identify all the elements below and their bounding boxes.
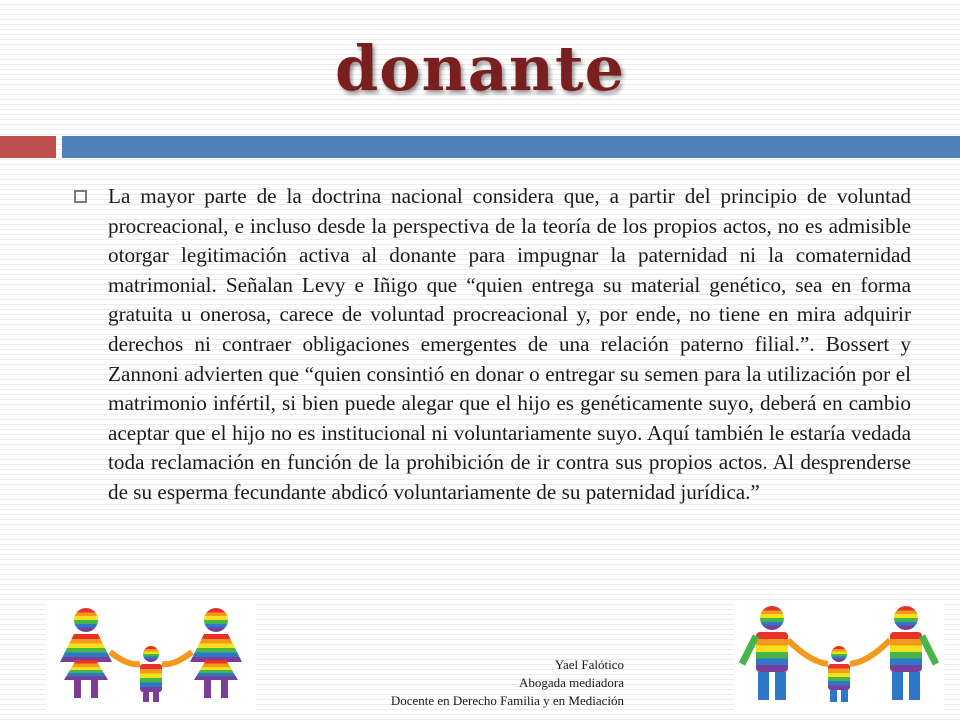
author-name: Yael Falótico (554, 657, 624, 672)
two-women-and-child-rainbow-icon (46, 600, 256, 712)
body-paragraph: La mayor parte de la doctrina nacional considera que, a partir del principio de voluntad procreacional, e incluso desde la perspectiva de la teoría de los propios actos, no es admisible otorgar legitimación activa al donante para impugnar la paternidad ni la comaternidad matrimonial. Señalan Levy e Iñigo que “quien entrega su material genético, sea en forma gratuita u onerosa, carece de voluntad procreacional y, por ende, no tiene en mira adquirir derechos ni contraer obligaciones emergentes de una relación paterno filial.”. Bossert y Zannoni advierten que “quien consintió en donar o entregar su semen para la utilización por el matrimonio infértil, si bien puede alegar que el hijo es genéticamente suyo, deberá en cambio aceptar que el hijo no es institucional ni voluntariamente suyo. Aquí también le estaría vedada toda reclamación en función de la prohibición de ir contra sus propios actos. Al desprenderse de su esperma fecundante abdicó voluntariamente de su paternidad jurídica.” (108, 184, 911, 504)
hollow-square-bullet-icon (74, 190, 87, 203)
accent-bar (0, 136, 56, 158)
author-teaching: Docente en Derecho Familia y en Mediación (390, 693, 624, 708)
title-underline-bar (62, 136, 960, 158)
author-role: Abogada mediadora (518, 675, 624, 690)
author-signature (391, 656, 624, 710)
two-men-and-child-rainbow-icon (734, 600, 944, 712)
slide-title: donante (334, 32, 626, 105)
